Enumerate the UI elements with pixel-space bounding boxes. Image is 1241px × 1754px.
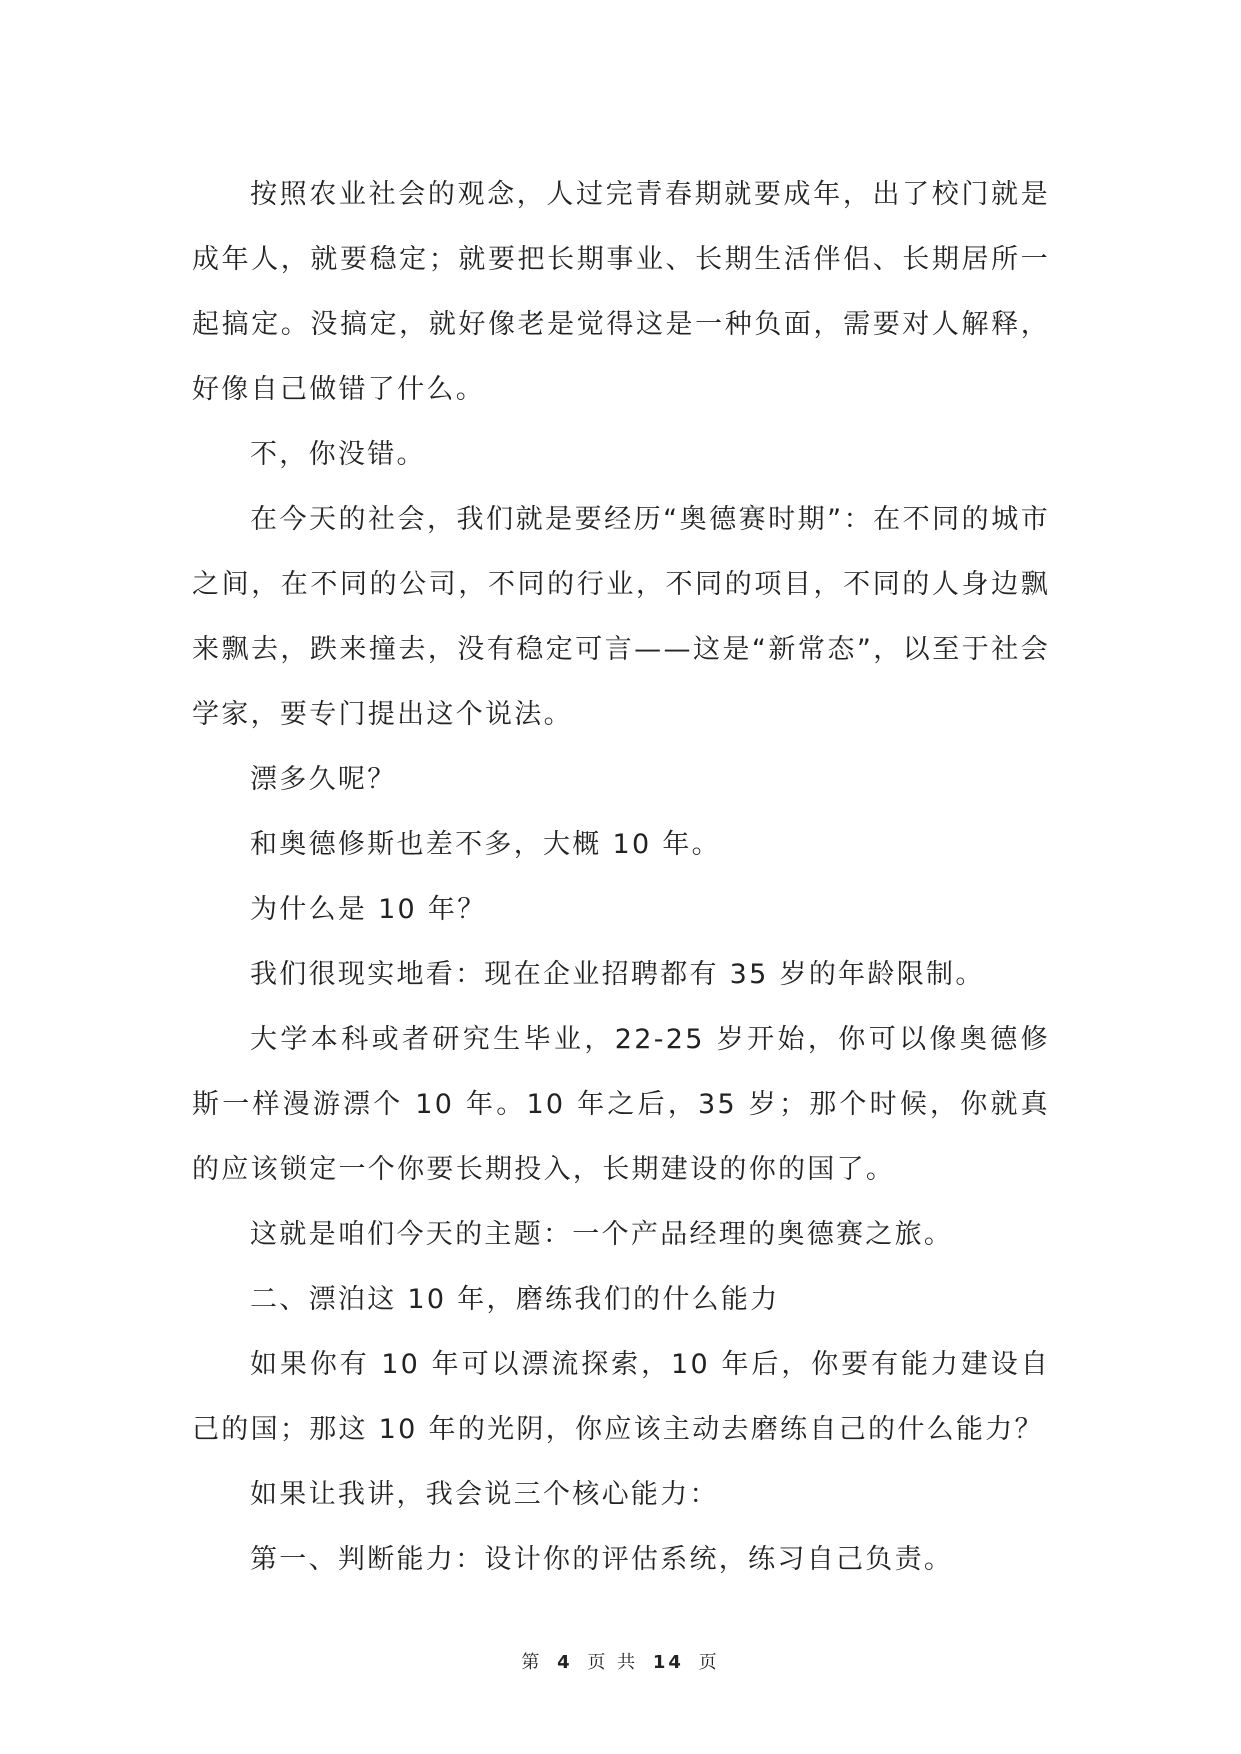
body-text — [192, 162, 1050, 1592]
section-heading: 二、漂泊这 10 年，磨练我们的什么能力 — [250, 1284, 780, 1315]
paragraph-6: 为什么是 10 年？ — [250, 894, 487, 925]
paragraph-3: 在今天的社会，我们就是要经历“奥德赛时期”：在不同的城市之间，在不同的公司，不同的行业，不同的项目，不同的人身边飘来飘去，跌来撞去，没有稳定可言——这是“新常态”，以至于社会学家，要专门提出这个说法。 — [192, 504, 1050, 730]
paragraph-4: 漂多久呢？ — [250, 764, 397, 795]
total-page-number: 14 — [652, 1652, 684, 1673]
paragraph-9: 这就是咱们今天的主题：一个产品经理的奥德赛之旅。 — [250, 1219, 954, 1250]
footer-middle: 页 共 — [587, 1652, 639, 1673]
footer-prefix: 第 — [521, 1652, 543, 1673]
paragraph-13: 第一、判断能力：设计你的评估系统，练习自己负责。 — [250, 1544, 954, 1575]
paragraph-12: 如果让我讲，我会说三个核心能力： — [250, 1479, 719, 1510]
paragraph-11: 如果你有 10 年可以漂流探索，10 年后，你要有能力建设自己的国；那这 10 年的光阴，你应该主动去磨练自己的什么能力？ — [192, 1349, 1050, 1445]
current-page-number: 4 — [557, 1652, 573, 1673]
paragraph-1: 按照农业社会的观念，人过完青春期就要成年，出了校门就是成年人，就要稳定；就要把长期事业、长期生活伴侣、长期居所一起搞定。没搞定，就好像老是觉得这是一种负面，需要对人解释，好像自己做错了什么。 — [192, 179, 1050, 405]
paragraph-2: 不，你没错。 — [250, 439, 426, 470]
page-footer — [0, 1648, 1241, 1674]
paragraph-8: 大学本科或者研究生毕业，22-25 岁开始，你可以像奥德修斯一样漫游漂个 10 年。10 年之后，35 岁；那个时候，你就真的应该锁定一个你要长期投入，长期建设的你的国了。 — [192, 1024, 1050, 1185]
paragraph-5: 和奥德修斯也差不多，大概 10 年。 — [250, 829, 721, 860]
footer-suffix: 页 — [698, 1652, 720, 1673]
paragraph-7: 我们很现实地看：现在企业招聘都有 35 岁的年龄限制。 — [250, 959, 985, 990]
